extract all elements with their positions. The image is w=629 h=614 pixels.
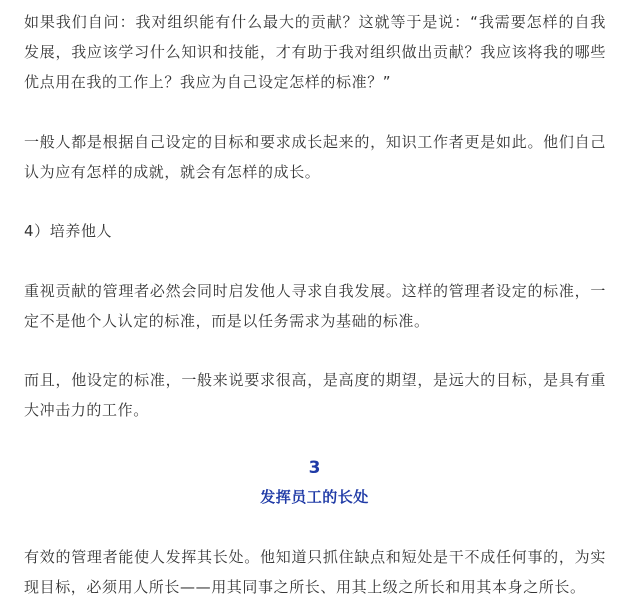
paragraph-inspire-others: 重视贡献的管理者必然会同时启发他人寻求自我发展。这样的管理者设定的标准，一定不是他个人认定的标准，而是以任务需求为基础的标准。	[24, 282, 606, 330]
subheading-develop-others: 4）培养他人	[24, 222, 113, 240]
paragraph-use-strengths: 有效的管理者能使人发挥其长处。他知道只抓住缺点和短处是干不成任何事的，为实现目标，必须用人所长——用其同事之所长、用其上级之所长和用其本身之所长。	[24, 548, 606, 596]
section-title: 发挥员工的长处	[260, 488, 369, 506]
paragraph-growth-standards: 一般人都是根据自己设定的目标和要求成长起来的，知识工作者更是如此。他们自己认为应有怎样的成就，就会有怎样的成长。	[24, 133, 606, 181]
section-number: 3	[308, 458, 321, 478]
paragraph-contribution-question: 如果我们自问：我对组织能有什么最大的贡献？这就等于是说：“我需要怎样的自我发展，我应该学习什么知识和技能，才有助于我对组织做出贡献？我应该将我的哪些优点用在我的工作上？我应为自己设定怎样的标准？”	[24, 13, 606, 91]
paragraph-high-standards: 而且，他设定的标准，一般来说要求很高，是高度的期望，是远大的目标，是具有重大冲击力的工作。	[24, 371, 606, 419]
